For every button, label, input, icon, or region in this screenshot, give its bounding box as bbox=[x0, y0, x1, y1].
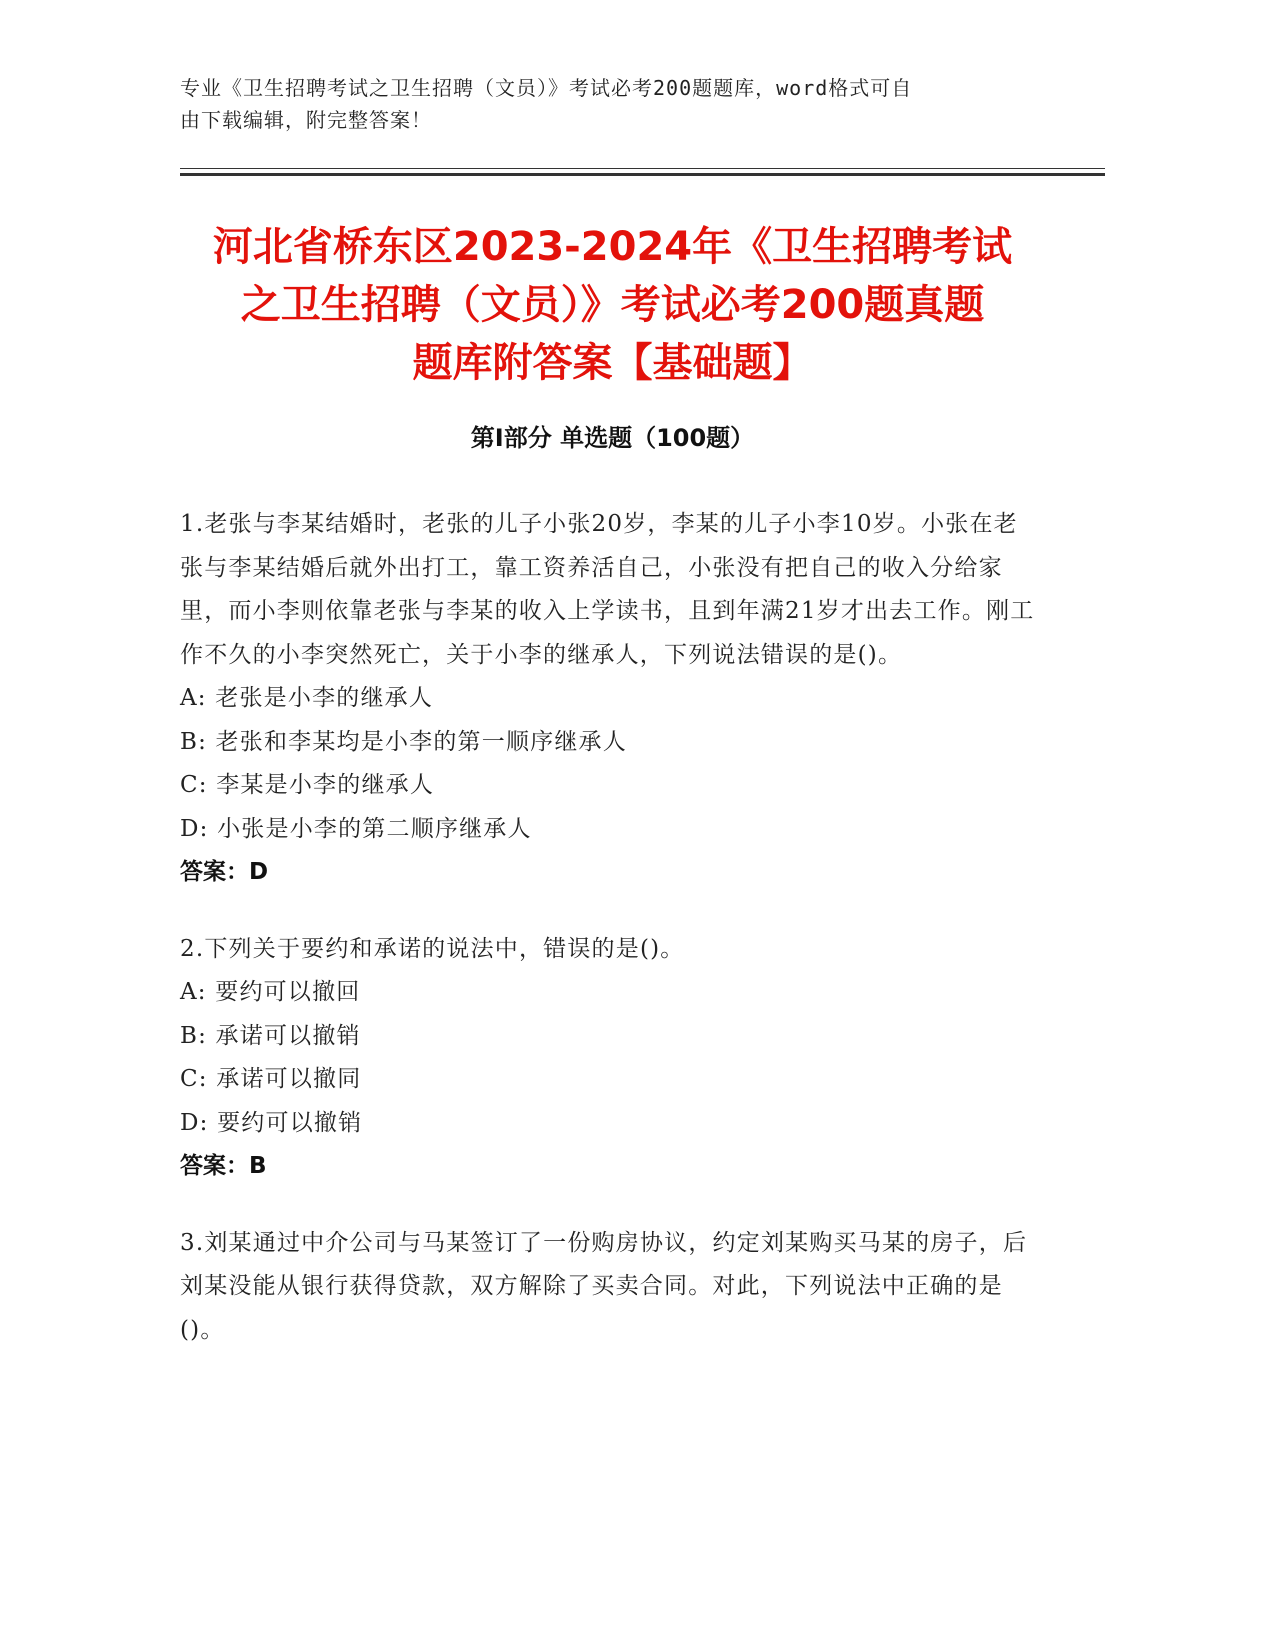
title-line-3: 题库附答案【基础题】 bbox=[412, 340, 813, 386]
document-title bbox=[180, 218, 1045, 392]
option-c: C: 承诺可以撤同 bbox=[180, 1066, 362, 1092]
question-stem: 2.下列关于要约和承诺的说法中，错误的是()。 bbox=[180, 935, 685, 962]
answer: 答案：B bbox=[180, 1153, 267, 1179]
header-note-line-1: 专业《卫生招聘考试之卫生招聘（文员）》考试必考200题题库，word格式可自 bbox=[180, 76, 913, 100]
option-d: D: 小张是小李的第二顺序继承人 bbox=[180, 815, 532, 842]
option-a: A: 要约可以撤回 bbox=[180, 979, 361, 1005]
answer: 答案：D bbox=[180, 859, 269, 885]
question-stem: 1.老张与李某结婚时，老张的儿子小张20岁，李某的儿子小李10岁。小张在老张与李某结婚后就外出打工，靠工资养活自己，小张没有把自己的收入分给家里，而小李则依靠老张与李某的收入上学读书，且到年满21岁才出去工作。刚工作不久的小李突然死亡，关于小李的继承人，下列说法错误的是()。 bbox=[180, 511, 1035, 668]
title-line-2: 之卫生招聘（文员）》考试必考200题真题 bbox=[240, 282, 985, 328]
header-note-line-2: 由下载编辑，附完整答案！ bbox=[180, 108, 432, 132]
header-divider-thin bbox=[180, 168, 1105, 169]
option-d: D: 要约可以撤销 bbox=[180, 1109, 363, 1136]
option-c: C: 李某是小李的继承人 bbox=[180, 772, 435, 798]
question-2 bbox=[180, 928, 1040, 1189]
option-b: B: 承诺可以撤销 bbox=[180, 1022, 361, 1049]
header-divider-thick bbox=[180, 173, 1105, 176]
section-title: 第Ⅰ部分 单选题（100题） bbox=[470, 424, 755, 452]
option-a: A: 老张是小李的继承人 bbox=[180, 685, 434, 711]
title-line-1: 河北省桥东区2023-2024年《卫生招聘考试 bbox=[212, 224, 1013, 270]
option-b: B: 老张和李某均是小李的第一顺序继承人 bbox=[180, 728, 627, 755]
question-stem: 3.刘某通过中介公司与马某签订了一份购房协议，约定刘某购买马某的房子，后刘某没能从银行获得贷款，双方解除了买卖合同。对此，下列说法中正确的是()。 bbox=[180, 1229, 1028, 1343]
header-note bbox=[180, 72, 1030, 136]
question-3 bbox=[180, 1222, 1040, 1353]
question-1 bbox=[180, 503, 1040, 895]
question-list bbox=[180, 503, 1040, 1385]
